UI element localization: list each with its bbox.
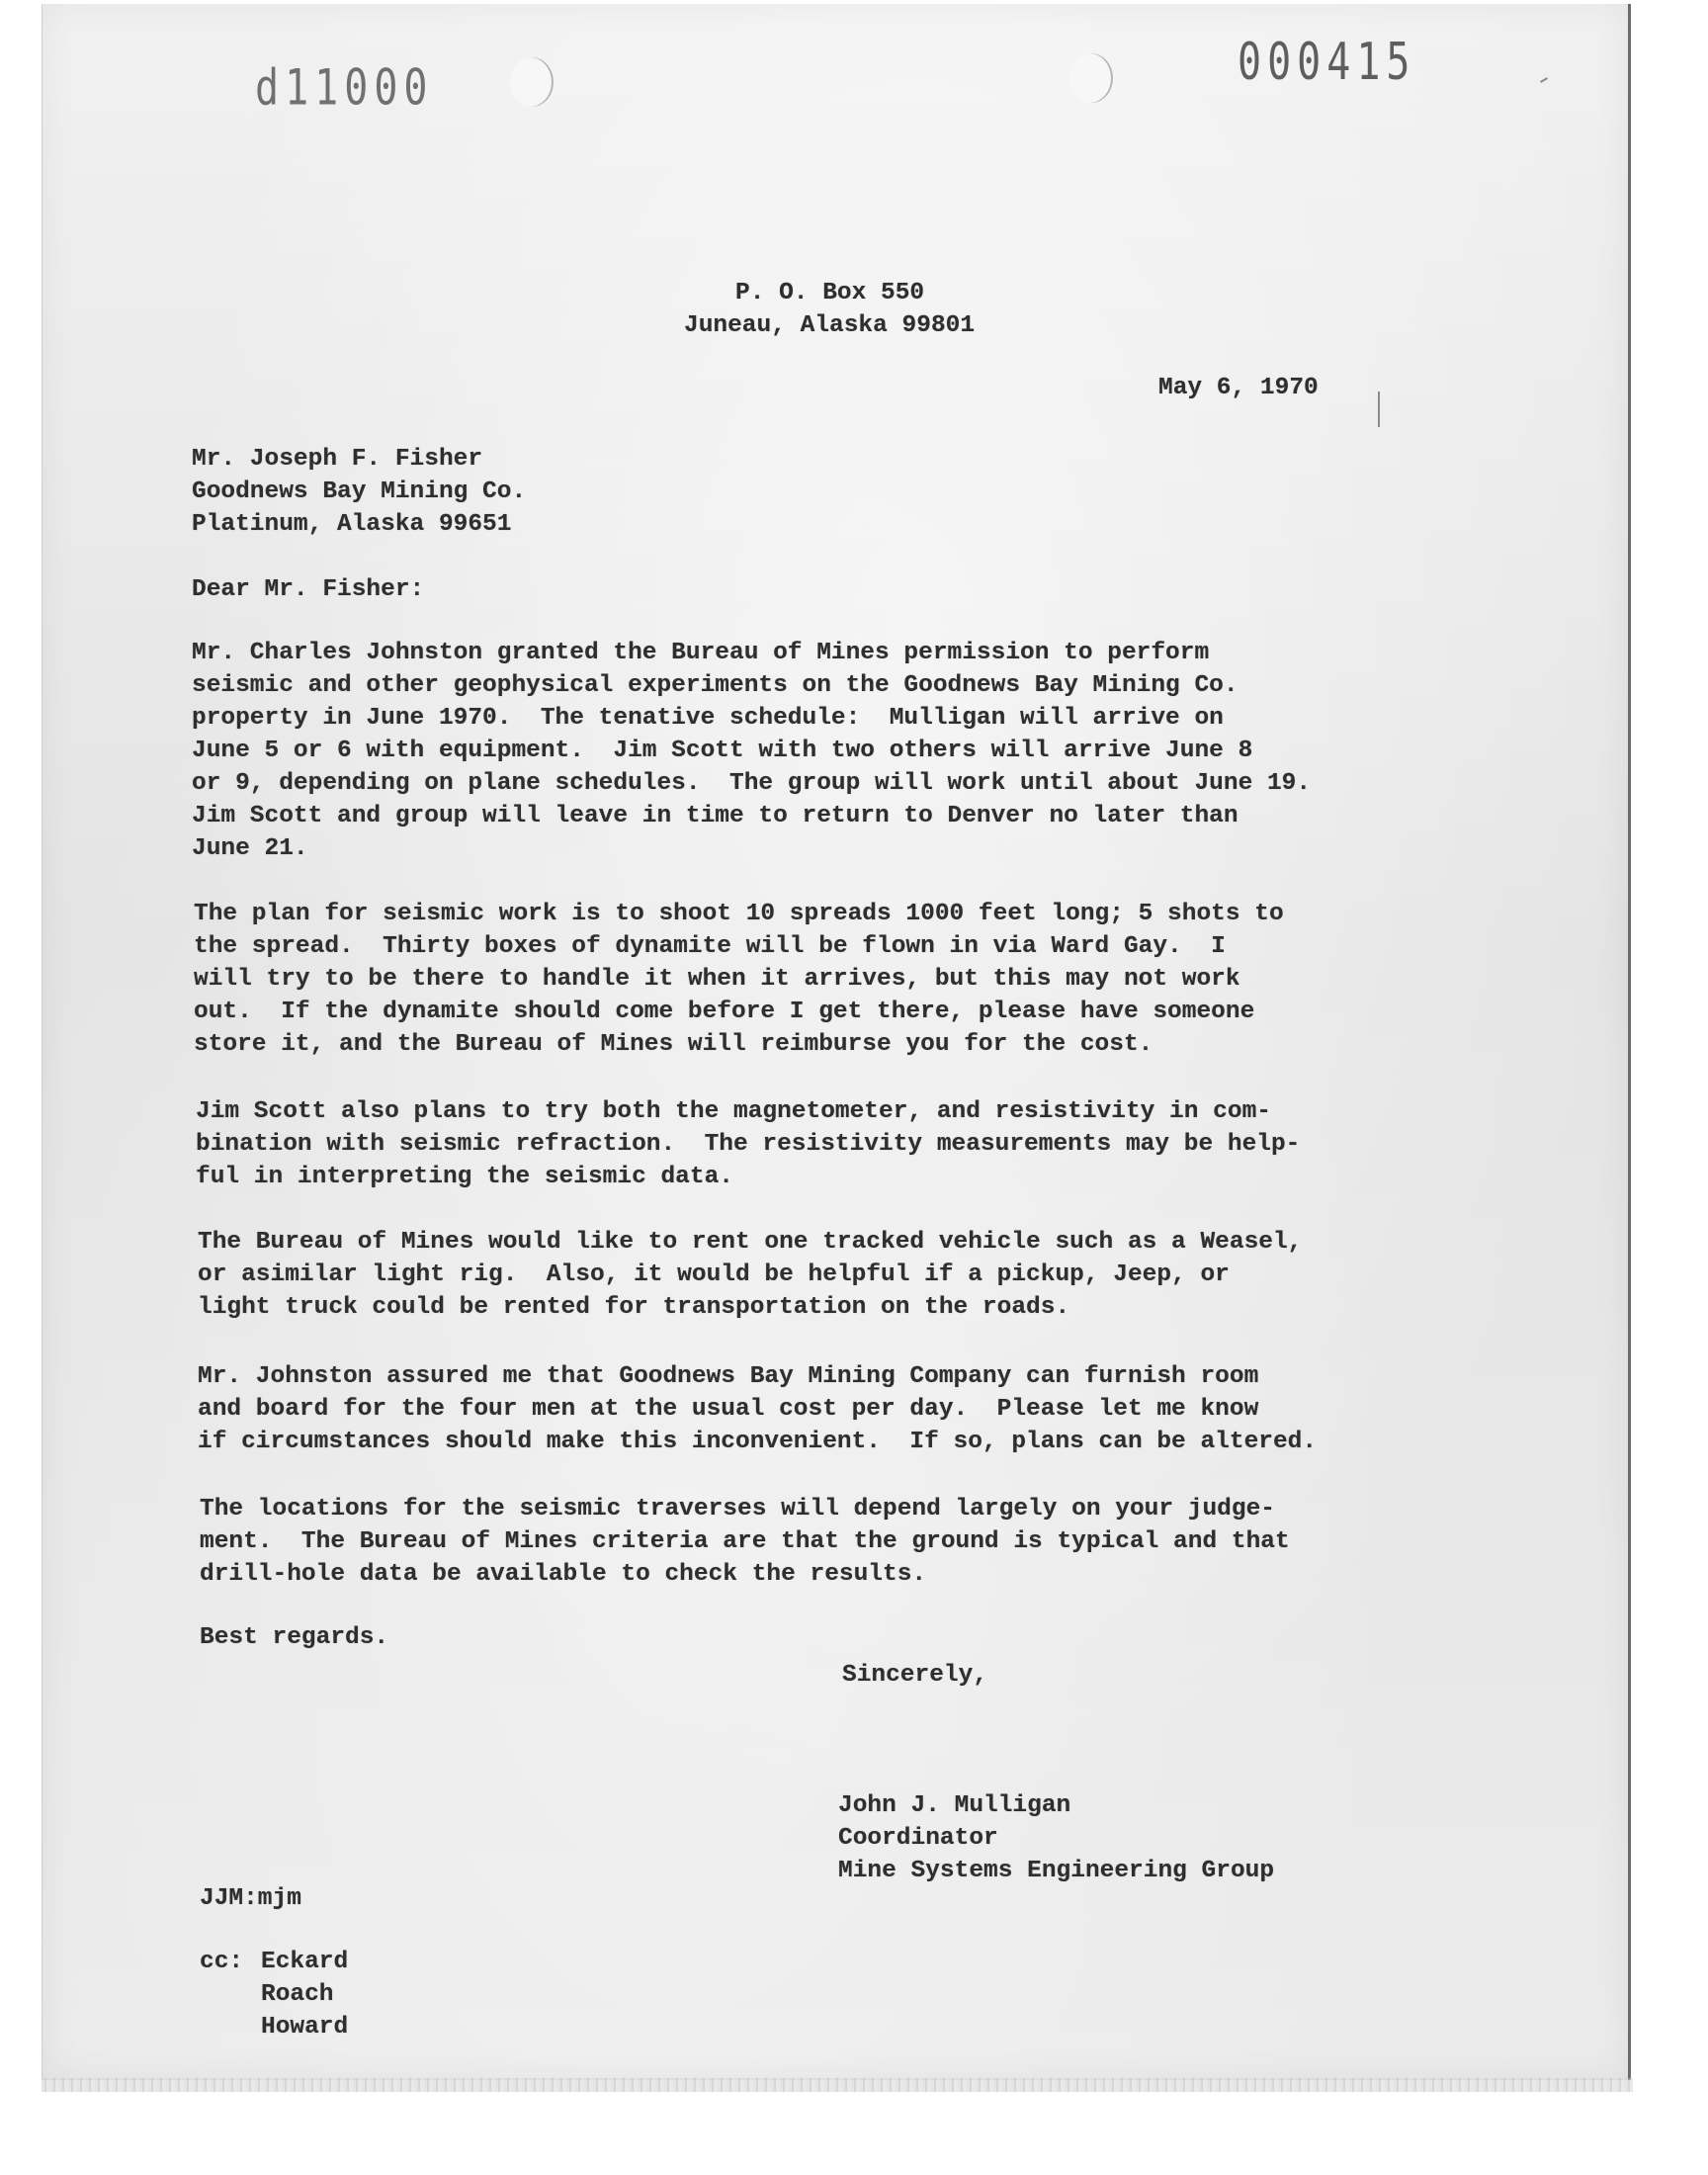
recipient-block xyxy=(192,443,526,541)
salutation: Dear Mr. Fisher: xyxy=(192,576,425,603)
paragraph-line: The plan for seismic work is to shoot 10 spreads 1000 feet long; 5 shots to xyxy=(194,901,1284,927)
paragraph-line: property in June 1970. The tenative schedule: Mulligan will arrive on xyxy=(192,705,1224,732)
paragraph-line: The Bureau of Mines would like to rent one tracked vehicle such as a Weasel, xyxy=(198,1229,1303,1256)
cc-name: Roach xyxy=(261,1981,334,2008)
paragraph-line: if circumstances should make this inconvenient. If so, plans can be altered. xyxy=(198,1429,1318,1455)
signer-name: John J. Mulligan xyxy=(838,1792,1071,1819)
punch-hole xyxy=(510,57,554,107)
paragraph-line: bination with seismic refraction. The resistivity measurements may be help- xyxy=(196,1131,1301,1158)
cc-label: cc: xyxy=(200,1949,244,1975)
reference-initials: JJM:mjm xyxy=(200,1885,301,1912)
document-stamp-left: d11000 xyxy=(255,59,434,117)
paragraph-line: out. If the dynamite should come before I get there, please have someone xyxy=(194,999,1255,1025)
recipient-name: Mr. Joseph F. Fisher xyxy=(192,446,483,473)
paragraph-line: Jim Scott and group will leave in time to return to Denver no later than xyxy=(192,803,1238,829)
letter-date: May 6, 1970 xyxy=(1158,375,1319,401)
closing-line: Best regards. xyxy=(200,1624,389,1651)
address-line: Juneau, Alaska 99801 xyxy=(684,312,976,339)
recipient-company: Goodnews Bay Mining Co. xyxy=(192,478,527,505)
paragraph-line: and board for the four men at the usual cost per day. Please let me know xyxy=(198,1396,1259,1423)
cc-name: Eckard xyxy=(261,1949,349,1975)
paragraph-line: Mr. Charles Johnston granted the Bureau of Mines permission to perform xyxy=(192,640,1210,666)
paragraph-line: June 5 or 6 with equipment. Jim Scott with two others will arrive June 8 xyxy=(192,738,1253,764)
body-paragraph xyxy=(196,1095,1300,1193)
paragraph-line: or asimilar light rig. Also, it would be helpful if a pickup, Jeep, or xyxy=(198,1262,1230,1288)
paragraph-line: The locations for the seismic traverses will depend largely on your judge- xyxy=(200,1496,1275,1522)
letterhead-address xyxy=(684,277,975,342)
paragraph-line: Jim Scott also plans to try both the magnetometer, and resistivity in com- xyxy=(196,1098,1271,1125)
punch-hole xyxy=(1069,53,1113,103)
margin-mark xyxy=(1378,392,1380,427)
paragraph-line: ment. The Bureau of Mines criteria are that the ground is typical and that xyxy=(200,1528,1290,1555)
recipient-city: Platinum, Alaska 99651 xyxy=(192,511,512,538)
paragraph-line: drill-hole data be available to check the results. xyxy=(200,1561,927,1588)
signer-group: Mine Systems Engineering Group xyxy=(838,1858,1275,1884)
paragraph-line: June 21. xyxy=(192,835,308,862)
paragraph-line: the spread. Thirty boxes of dynamite will be flown in via Ward Gay. I xyxy=(194,933,1226,960)
body-paragraph xyxy=(194,898,1284,1061)
address-line: P. O. Box 550 xyxy=(735,280,925,306)
cc-list xyxy=(261,1946,348,2044)
complimentary-close: Sincerely, xyxy=(842,1662,988,1689)
body-paragraph xyxy=(192,637,1311,865)
document-number-stamp: 000415 xyxy=(1238,33,1416,92)
paragraph-line: or 9, depending on plane schedules. The group will work until about June 19. xyxy=(192,770,1312,797)
paragraph-line: Mr. Johnston assured me that Goodnews Bay Mining Company can furnish room xyxy=(198,1363,1259,1390)
paragraph-line: seismic and other geophysical experiments on the Goodnews Bay Mining Co. xyxy=(192,672,1238,699)
body-paragraph xyxy=(200,1493,1290,1591)
paragraph-line: store it, and the Bureau of Mines will reimburse you for the cost. xyxy=(194,1031,1153,1058)
paragraph-line: will try to be there to handle it when it arrives, but this may not work xyxy=(194,966,1240,993)
cc-name: Howard xyxy=(261,2014,349,2041)
page-bottom-edge xyxy=(42,2078,1633,2092)
paragraph-line: light truck could be rented for transportation on the roads. xyxy=(198,1294,1070,1321)
paragraph-line: ful in interpreting the seismic data. xyxy=(196,1164,733,1190)
signer-title: Coordinator xyxy=(838,1825,998,1852)
body-paragraph xyxy=(198,1360,1317,1458)
body-paragraph xyxy=(198,1226,1302,1324)
signature-block xyxy=(838,1789,1274,1887)
